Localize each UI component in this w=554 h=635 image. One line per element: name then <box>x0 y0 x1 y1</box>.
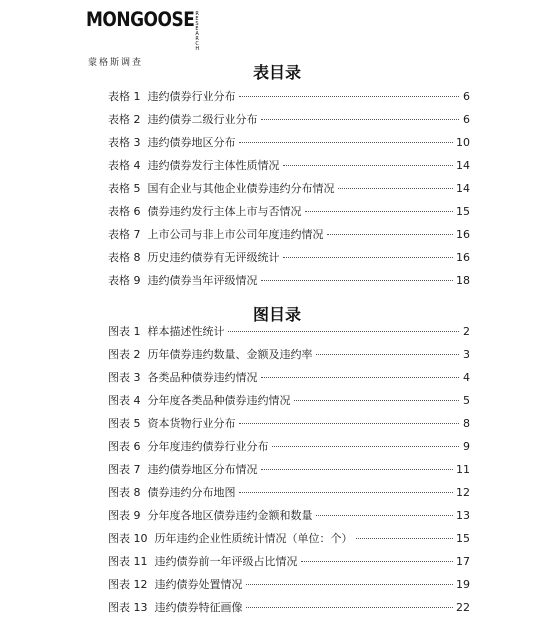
toc-entry-page: 2 <box>463 325 470 338</box>
toc-entry-label: 表格 4 <box>108 159 141 172</box>
toc-leader-dots <box>316 353 460 355</box>
toc-entry[interactable] <box>108 486 470 500</box>
toc-entry-text: 债券违约分布地图 <box>147 486 236 499</box>
toc-entry-page: 19 <box>456 578 470 591</box>
toc-entry-page: 17 <box>456 555 470 568</box>
toc-leader-dots <box>283 164 454 166</box>
toc-entry[interactable] <box>108 417 470 431</box>
toc-leader-dots <box>239 422 460 424</box>
toc-leader-dots <box>246 583 454 585</box>
toc-entry-text: 分年度各地区债券违约金额和数量 <box>147 509 313 522</box>
toc-entry-text: 各类品种债券违约情况 <box>147 371 258 384</box>
tables-section-title: 表目录 <box>252 63 301 82</box>
toc-entry-text: 违约债券二级行业分布 <box>147 113 258 126</box>
toc-entry-page: 16 <box>456 228 470 241</box>
toc-entry[interactable] <box>108 348 470 362</box>
toc-entry-page: 14 <box>456 182 470 195</box>
toc-entry[interactable] <box>108 578 470 592</box>
toc-entry[interactable] <box>108 440 470 454</box>
toc-entry-page: 5 <box>463 394 470 407</box>
toc-entry-page: 13 <box>456 509 470 522</box>
toc-entry-page: 16 <box>456 251 470 264</box>
toc-entry-page: 4 <box>463 371 470 384</box>
logo-wordmark: MONGOOSE <box>86 8 195 32</box>
toc-leader-dots <box>356 537 454 539</box>
toc-entry-text: 资本货物行业分布 <box>147 417 236 430</box>
toc-entry[interactable] <box>108 228 470 242</box>
toc-entry[interactable] <box>108 555 470 569</box>
toc-entry-page: 3 <box>463 348 470 361</box>
toc-entry-label: 表格 7 <box>108 228 141 241</box>
toc-entry-label: 表格 8 <box>108 251 141 264</box>
toc-entry[interactable] <box>108 113 470 127</box>
toc-leader-dots <box>261 468 454 470</box>
toc-entry[interactable] <box>108 394 470 408</box>
toc-entry-label: 图表 11 <box>108 555 148 568</box>
toc-entry-text: 国有企业与其他企业债券违约分布情况 <box>147 182 335 195</box>
toc-entry-page: 11 <box>456 463 470 476</box>
toc-entry[interactable] <box>108 325 470 339</box>
toc-leader-dots <box>272 445 460 447</box>
toc-entry[interactable] <box>108 159 470 173</box>
toc-entry-text: 样本描述性统计 <box>147 325 225 338</box>
toc-leader-dots <box>239 141 454 143</box>
toc-entry-page: 10 <box>456 136 470 149</box>
toc-entry-label: 表格 1 <box>108 90 141 103</box>
toc-entry-text: 违约债券行业分布 <box>147 90 236 103</box>
toc-entry-label: 图表 5 <box>108 417 141 430</box>
toc-entry-text: 违约债券当年评级情况 <box>147 274 258 287</box>
toc-entry-page: 6 <box>463 90 470 103</box>
toc-entry-label: 表格 2 <box>108 113 141 126</box>
toc-leader-dots <box>228 330 460 332</box>
toc-entry-text: 历年债券违约数量、金额及违约率 <box>147 348 313 361</box>
toc-entry-label: 图表 1 <box>108 325 141 338</box>
toc-entry-text: 历年违约企业性质统计情况（单位：个） <box>154 532 353 545</box>
toc-entry-label: 图表 6 <box>108 440 141 453</box>
toc-entry-label: 图表 7 <box>108 463 141 476</box>
toc-entry-text: 债券违约发行主体上市与否情况 <box>147 205 302 218</box>
toc-entry-text: 违约债券前一年评级占比情况 <box>154 555 298 568</box>
toc-entry-page: 6 <box>463 113 470 126</box>
toc-entry-label: 图表 3 <box>108 371 141 384</box>
toc-entry-label: 图表 2 <box>108 348 141 361</box>
toc-entry-text: 历史违约债券有无评级统计 <box>147 251 280 264</box>
toc-leader-dots <box>283 256 454 258</box>
toc-entry-text: 违约债券地区分布情况 <box>147 463 258 476</box>
toc-entry-text: 分年度各类品种债券违约情况 <box>147 394 291 407</box>
figures-section-title: 图目录 <box>252 305 301 324</box>
toc-entry[interactable] <box>108 205 470 219</box>
toc-entry-text: 上市公司与非上市公司年度违约情况 <box>147 228 324 241</box>
toc-entry-page: 15 <box>456 205 470 218</box>
toc-leader-dots <box>239 491 454 493</box>
toc-leader-dots <box>261 279 454 281</box>
toc-leader-dots <box>338 187 454 189</box>
toc-entry-page: 22 <box>456 601 470 614</box>
toc-entry[interactable] <box>108 509 470 523</box>
toc-entry-text: 分年度违约债券行业分布 <box>147 440 269 453</box>
toc-entry-label: 表格 9 <box>108 274 141 287</box>
toc-leader-dots <box>246 606 454 608</box>
toc-entry-page: 9 <box>463 440 470 453</box>
toc-entry[interactable] <box>108 463 470 477</box>
toc-entry-label: 图表 4 <box>108 394 141 407</box>
toc-entry-label: 表格 3 <box>108 136 141 149</box>
toc-entry-page: 15 <box>456 532 470 545</box>
toc-entry[interactable] <box>108 136 470 150</box>
toc-entry-text: 违约债券处置情况 <box>154 578 243 591</box>
toc-leader-dots <box>239 95 460 97</box>
toc-entry[interactable] <box>108 371 470 385</box>
toc-entry-label: 图表 12 <box>108 578 148 591</box>
toc-entry-page: 8 <box>463 417 470 430</box>
toc-entry-text: 违约债券地区分布 <box>147 136 236 149</box>
toc-entry[interactable] <box>108 182 470 196</box>
toc-entry[interactable] <box>108 90 470 104</box>
logo-side-text: RESEARCH <box>195 11 200 52</box>
toc-entry-label: 图表 13 <box>108 601 148 614</box>
toc-leader-dots <box>261 376 460 378</box>
toc-entry-text: 违约债券特征画像 <box>154 601 243 614</box>
toc-entry-label: 表格 5 <box>108 182 141 195</box>
toc-entry[interactable] <box>108 532 470 546</box>
toc-entry-page: 18 <box>456 274 470 287</box>
toc-leader-dots <box>261 118 460 120</box>
toc-entry-label: 图表 10 <box>108 532 148 545</box>
toc-entry[interactable] <box>108 601 470 615</box>
toc-entry-label: 图表 8 <box>108 486 141 499</box>
toc-entry[interactable] <box>108 251 470 265</box>
toc-leader-dots <box>305 210 454 212</box>
toc-entry-text: 违约债券发行主体性质情况 <box>147 159 280 172</box>
toc-leader-dots <box>316 514 454 516</box>
toc-leader-dots <box>327 233 454 235</box>
toc-leader-dots <box>301 560 454 562</box>
toc-entry-page: 14 <box>456 159 470 172</box>
toc-entry-label: 图表 9 <box>108 509 141 522</box>
toc-entry[interactable] <box>108 274 470 288</box>
toc-entry-label: 表格 6 <box>108 205 141 218</box>
toc-leader-dots <box>294 399 460 401</box>
logo-subtitle: 蒙格斯调查 <box>88 58 144 68</box>
toc-entry-page: 12 <box>456 486 470 499</box>
